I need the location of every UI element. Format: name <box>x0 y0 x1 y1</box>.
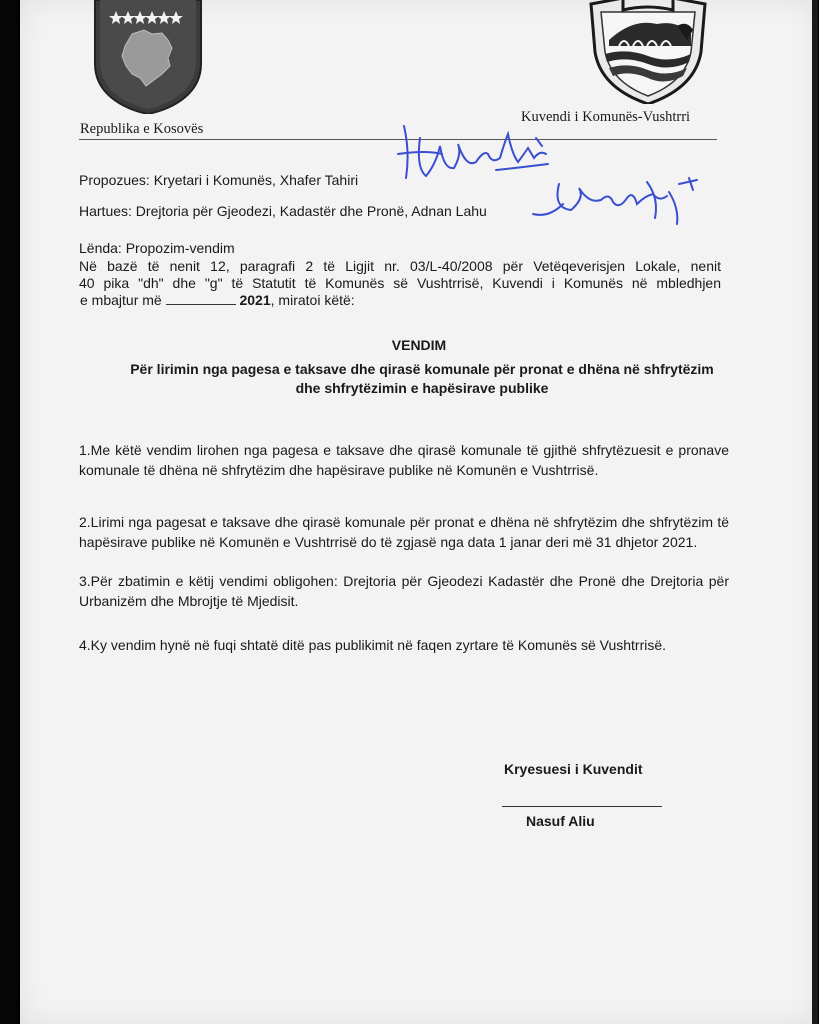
municipality-label: Kuvendi i Komunës-Vushtrri <box>521 109 691 125</box>
article-3: 3.Për zbatimin e këtij vendimi obligohen: Drejtoria për Gjeodezi Kadastër dhe Pronë dhe Drejtoria për Urbanizëm dhe Mbrojtje të Mjedisit. <box>79 573 729 609</box>
decision-title: VENDIM <box>391 337 447 353</box>
legal-basis-line-1: Në bazë të nenit 12, paragrafi 2 të Ligjit nr. 03/L-40/2008 për Vetëqeverisjen Lokale, nenit <box>79 258 721 274</box>
country-label: Republika e Kosovës <box>80 121 204 137</box>
article-1: 1.Me këtë vendim lirohen nga pagesa e taksave dhe qirasë komunale të gjithë shfrytëzuesit e pronave komunale të dhëna në shfrytëzim dhe hapësirave publike në Komunën e Vushtrrisë. <box>79 442 729 478</box>
document-page <box>20 0 818 1024</box>
signatory-role: Kryesuesi i Kuvendit <box>504 761 643 777</box>
subject-line: Lënda: Propozim-vendim <box>79 240 235 256</box>
kosovo-coat-of-arms-icon <box>92 0 204 114</box>
signature-line <box>502 806 662 807</box>
drafter-signature <box>529 174 701 226</box>
proposer-line: Propozues: Kryetari i Komunës, Xhafer Tahiri <box>79 172 359 188</box>
drafter-line: Hartues: Drejtoria për Gjeodezi, Kadastër dhe Pronë, Adnan Lahu <box>79 203 487 219</box>
legal-basis-line-3 <box>80 292 721 309</box>
approval-text: , miratoi këtë: <box>270 292 355 308</box>
signatory-name: Nasuf Aliu <box>526 813 595 829</box>
article-4: 4.Ky vendim hynë në fuqi shtatë ditë pas publikimit në faqen zyrtare të Komunës së Vushtrrisë. <box>79 637 667 653</box>
session-date-prefix: e mbajtur më <box>80 292 162 308</box>
article-2: 2.Lirimi nga pagesat e taksave dhe qirasë komunale për pronat e dhëna në shfrytëzim dhe shfrytëzim të hapësirave publike në Komunën e Vushtrrisë do të zgjasë nga data 1 janar deri më 31 dhjetor 2021. <box>79 514 729 550</box>
legal-basis <box>79 258 721 309</box>
decision-subtitle: Për lirimin nga pagesa e taksave dhe qirasë komunale për pronat e dhëna në shfrytëzim dhe shfrytëzimin e hapësirave publike <box>130 361 714 396</box>
legal-basis-line-2: 40 pika "dh" dhe "g" të Statutit të Komunës së Vushtrrisë, Kuvendi i Komunës në mbledhjen <box>79 275 721 291</box>
photo-frame-left <box>0 0 18 1024</box>
photo-frame-right <box>812 0 818 1024</box>
session-date-blank <box>166 294 236 305</box>
session-year: 2021 <box>239 292 271 308</box>
vushtrri-municipal-emblem-icon <box>587 0 709 104</box>
